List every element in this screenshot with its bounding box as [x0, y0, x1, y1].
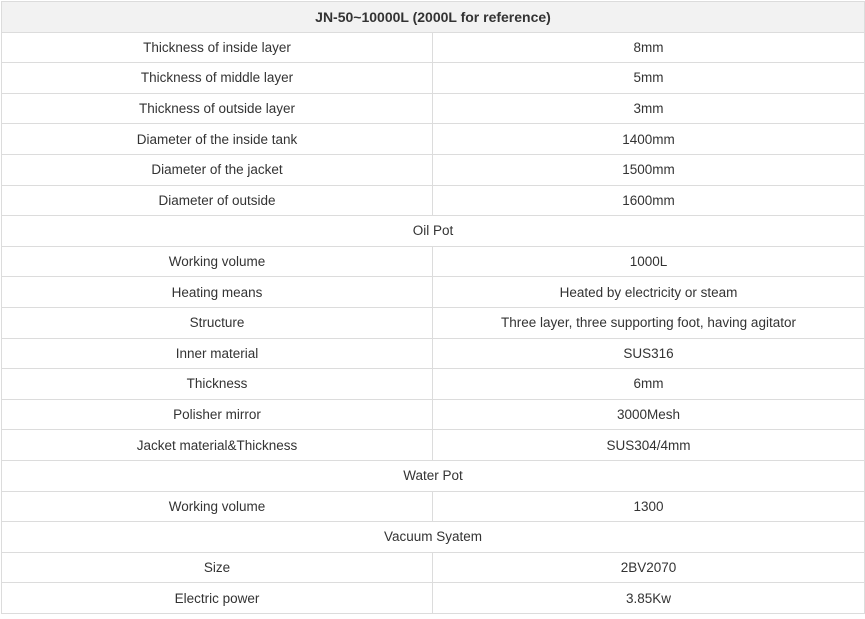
- spec-value: SUS304/4mm: [433, 430, 865, 461]
- table-row: [2, 491, 865, 522]
- spec-label: Thickness of outside layer: [2, 93, 433, 124]
- spec-label: Thickness of middle layer: [2, 63, 433, 94]
- spec-value: Heated by electricity or steam: [433, 277, 865, 308]
- spec-label: Electric power: [2, 583, 433, 614]
- spec-value: 1400mm: [433, 124, 865, 155]
- spec-value: 2BV2070: [433, 552, 865, 583]
- spec-value: 1000L: [433, 246, 865, 277]
- spec-label: Working volume: [2, 246, 433, 277]
- section-label: Water Pot: [2, 460, 865, 491]
- spec-label: Diameter of the inside tank: [2, 124, 433, 155]
- spec-label: Working volume: [2, 491, 433, 522]
- spec-label: Heating means: [2, 277, 433, 308]
- spec-label: Thickness: [2, 369, 433, 400]
- table-row: [2, 552, 865, 583]
- section-row: [2, 522, 865, 553]
- table-row: [2, 430, 865, 461]
- spec-value: 3mm: [433, 93, 865, 124]
- spec-value: 1500mm: [433, 154, 865, 185]
- spec-label: Diameter of outside: [2, 185, 433, 216]
- table-row: [2, 93, 865, 124]
- table-row: [2, 369, 865, 400]
- table-row: [2, 124, 865, 155]
- table-row: [2, 246, 865, 277]
- table-row: [2, 32, 865, 63]
- spec-value: Three layer, three supporting foot, having agitator: [433, 307, 865, 338]
- section-row: [2, 216, 865, 247]
- spec-label: Size: [2, 552, 433, 583]
- spec-value: 5mm: [433, 63, 865, 94]
- table-row: [2, 63, 865, 94]
- spec-value: 3000Mesh: [433, 399, 865, 430]
- table-row: [2, 399, 865, 430]
- table-row: [2, 185, 865, 216]
- spec-value: 1300: [433, 491, 865, 522]
- spec-value: 8mm: [433, 32, 865, 63]
- spec-label: Structure: [2, 307, 433, 338]
- table-title: JN-50~10000L (2000L for reference): [2, 2, 865, 33]
- table-header-row: [2, 2, 865, 33]
- table-row: [2, 307, 865, 338]
- table-row: [2, 338, 865, 369]
- spec-label: Jacket material&Thickness: [2, 430, 433, 461]
- spec-label: Thickness of inside layer: [2, 32, 433, 63]
- spec-table: [1, 1, 865, 614]
- section-label: Oil Pot: [2, 216, 865, 247]
- spec-label: Polisher mirror: [2, 399, 433, 430]
- spec-value: 1600mm: [433, 185, 865, 216]
- spec-label: Diameter of the jacket: [2, 154, 433, 185]
- table-row: [2, 277, 865, 308]
- table-row: [2, 154, 865, 185]
- spec-value: 6mm: [433, 369, 865, 400]
- spec-label: Inner material: [2, 338, 433, 369]
- spec-value: SUS316: [433, 338, 865, 369]
- section-row: [2, 460, 865, 491]
- spec-table-body: [2, 2, 865, 614]
- spec-value: 3.85Kw: [433, 583, 865, 614]
- section-label: Vacuum Syatem: [2, 522, 865, 553]
- table-row: [2, 583, 865, 614]
